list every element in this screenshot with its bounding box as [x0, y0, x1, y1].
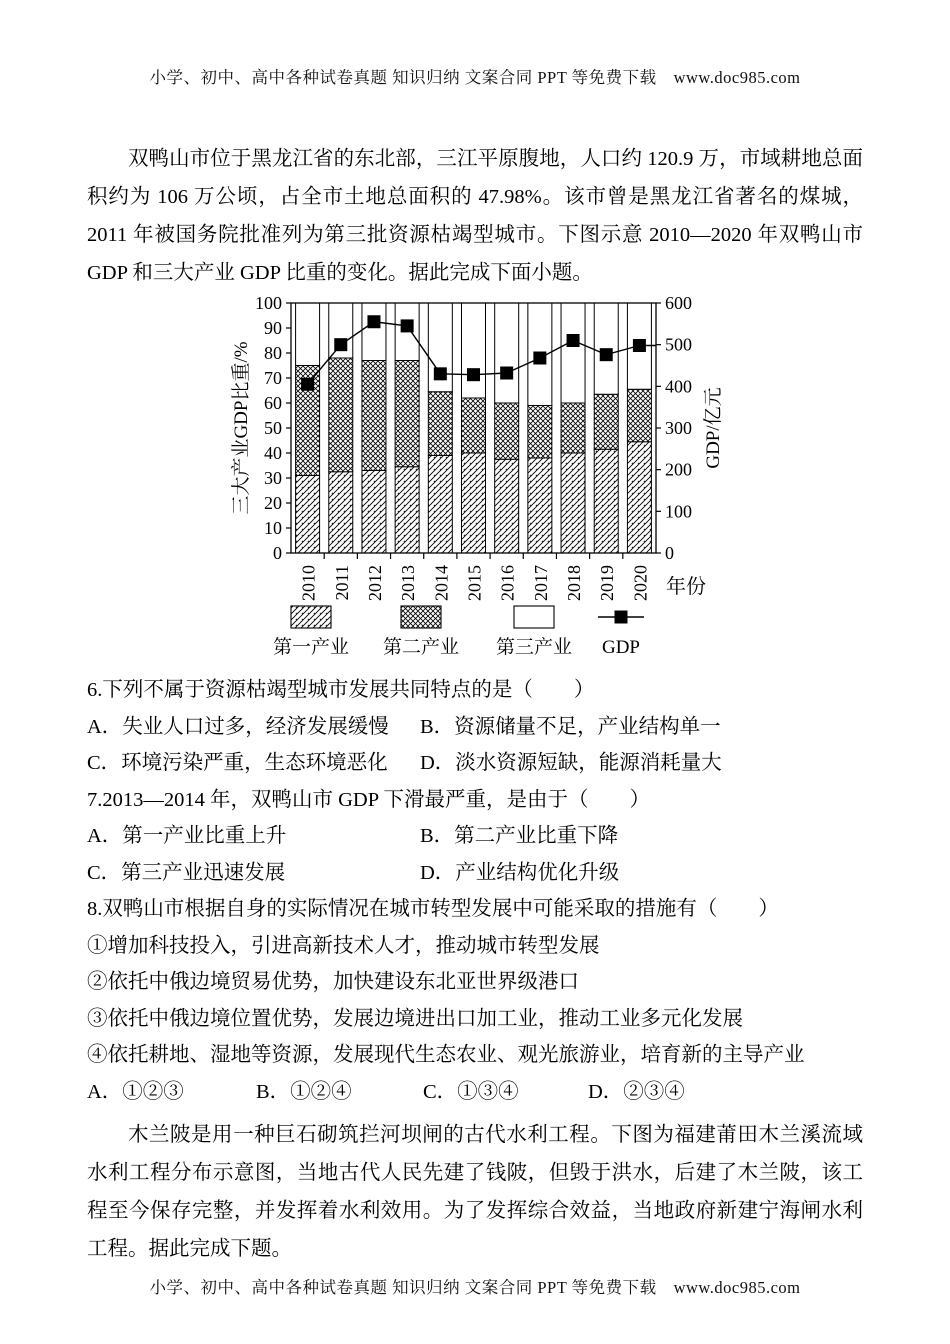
svg-text:2012: 2012: [364, 565, 385, 601]
question-8-statement-4: ④依托耕地、湿地等资源，发展现代生态农业、观光旅游业，培育新的主导产业: [87, 1044, 805, 1066]
svg-text:年份: 年份: [666, 576, 706, 598]
question-8-stem: 8.双鸭山市根据自身的实际情况在城市转型发展中可能采取的措施有（ ）: [87, 898, 779, 920]
svg-text:100: 100: [665, 501, 692, 522]
svg-text:2019: 2019: [597, 565, 618, 601]
answer-8-a: A．①②③: [87, 1080, 184, 1103]
option-7-b: B．第二产业比重下降: [420, 825, 619, 847]
svg-text:0: 0: [665, 543, 674, 563]
svg-text:30: 30: [264, 468, 282, 488]
svg-text:90: 90: [264, 318, 282, 338]
gdp-chart: [213, 296, 733, 668]
question-6-stem: 6.下列不属于资源枯竭型城市发展共同特点的是（ ）: [87, 679, 595, 701]
svg-text:2015: 2015: [464, 565, 485, 601]
question-8-statement-3: ③依托中俄边境位置优势，发展边境进出口加工业，推动工业多元化发展: [87, 1007, 743, 1030]
answer-8-b: B．①②④: [256, 1080, 352, 1103]
svg-text:第二产业: 第二产业: [382, 637, 460, 658]
svg-text:80: 80: [264, 343, 282, 363]
intro-paragraph-1: 双鸭山市位于黑龙江省的东北部，三江平原腹地，人口约 120.9 万，市域耕地总面积约为 106 万公顷，占全市土地总面积的 47.98%。该市曾是黑龙江省著名的煤城，2011 年被国务院批准列为第三批资源枯竭型城市。下图示意 2010—2020 年双鸭山市 GDP 和三大产业 GDP 比重的变化。据此完成下面小题。: [87, 148, 863, 284]
gdp-chart-svg: [213, 296, 733, 668]
question-8-statement-1: ①增加科技投入，引进高新技术人才，推动城市转型发展: [87, 934, 600, 957]
option-7-d: D．产业结构优化升级: [420, 861, 620, 884]
svg-text:第三产业: 第三产业: [495, 637, 573, 658]
question-6-options-row-2: [87, 745, 863, 782]
option-6-a: A．失业人口过多，经济发展缓慢: [87, 715, 389, 738]
svg-text:70: 70: [264, 368, 282, 388]
svg-text:200: 200: [665, 459, 692, 480]
svg-text:GDP/亿元: GDP/亿元: [703, 387, 724, 469]
svg-text:10: 10: [264, 518, 282, 538]
question-8-answers-row: [87, 1074, 863, 1111]
option-6-d: D．淡水资源短缺，能源消耗量大: [420, 752, 722, 774]
svg-text:60: 60: [264, 393, 282, 413]
svg-text:400: 400: [665, 376, 692, 397]
option-7-c: C．第三产业迅速发展: [87, 861, 286, 884]
svg-text:0: 0: [273, 543, 282, 563]
page-footer-text: 小学、初中、高中各种试卷真题 知识归纳 文案合同 PPT 等免费下载 www.doc985.com: [149, 1278, 801, 1297]
page-header-text: 小学、初中、高中各种试卷真题 知识归纳 文案合同 PPT 等免费下载 www.doc985.com: [149, 68, 801, 87]
svg-text:2018: 2018: [564, 565, 585, 601]
svg-text:GDP: GDP: [601, 637, 641, 658]
svg-text:500: 500: [665, 334, 692, 355]
svg-text:2020: 2020: [630, 565, 651, 601]
svg-text:100: 100: [255, 296, 282, 313]
svg-text:2017: 2017: [530, 565, 551, 601]
svg-text:三大产业GDP比重/%: 三大产业GDP比重/%: [231, 341, 252, 515]
svg-text:300: 300: [665, 418, 692, 438]
option-6-b: B．资源储量不足，产业结构单一: [420, 715, 721, 738]
svg-text:20: 20: [264, 493, 282, 513]
svg-text:40: 40: [264, 443, 282, 463]
svg-text:2010: 2010: [298, 565, 319, 601]
svg-text:第一产业: 第一产业: [272, 637, 350, 658]
answer-8-c: C．①③④: [423, 1080, 519, 1103]
svg-text:2013: 2013: [398, 565, 419, 601]
question-7-options-row-2: [87, 855, 863, 892]
intro-paragraph-2: 木兰陂是用一种巨石砌筑拦河坝闸的古代水利工程。下图为福建莆田木兰溪流域水利工程分布示意图，当地古代人民先建了钱陂，但毁于洪水，后建了木兰陂，该工程至今保存完整，并发挥着水利效用。为了发挥综合效益，当地政府新建宁海闸水利工程。据此完成下题。: [87, 1124, 863, 1260]
option-7-a: A．第一产业比重上升: [87, 825, 287, 847]
question-8-statement-2: ②依托中俄边境贸易优势，加快建设东北亚世界级港口: [87, 971, 579, 993]
svg-text:50: 50: [264, 418, 282, 438]
svg-text:2011: 2011: [331, 565, 352, 601]
question-7-options-row-1: [87, 818, 863, 855]
svg-text:600: 600: [665, 296, 692, 313]
questions-block: [87, 672, 863, 1110]
svg-text:2014: 2014: [431, 565, 452, 601]
option-6-c: C．环境污染严重，生态环境恶化: [87, 752, 388, 774]
question-7-stem: 7.2013—2014 年，双鸭山市 GDP 下滑最严重，是由于（ ）: [87, 788, 650, 811]
svg-text:2016: 2016: [497, 565, 518, 601]
question-6-options-row-1: [87, 709, 863, 746]
answer-8-d: D．②③④: [588, 1080, 685, 1103]
